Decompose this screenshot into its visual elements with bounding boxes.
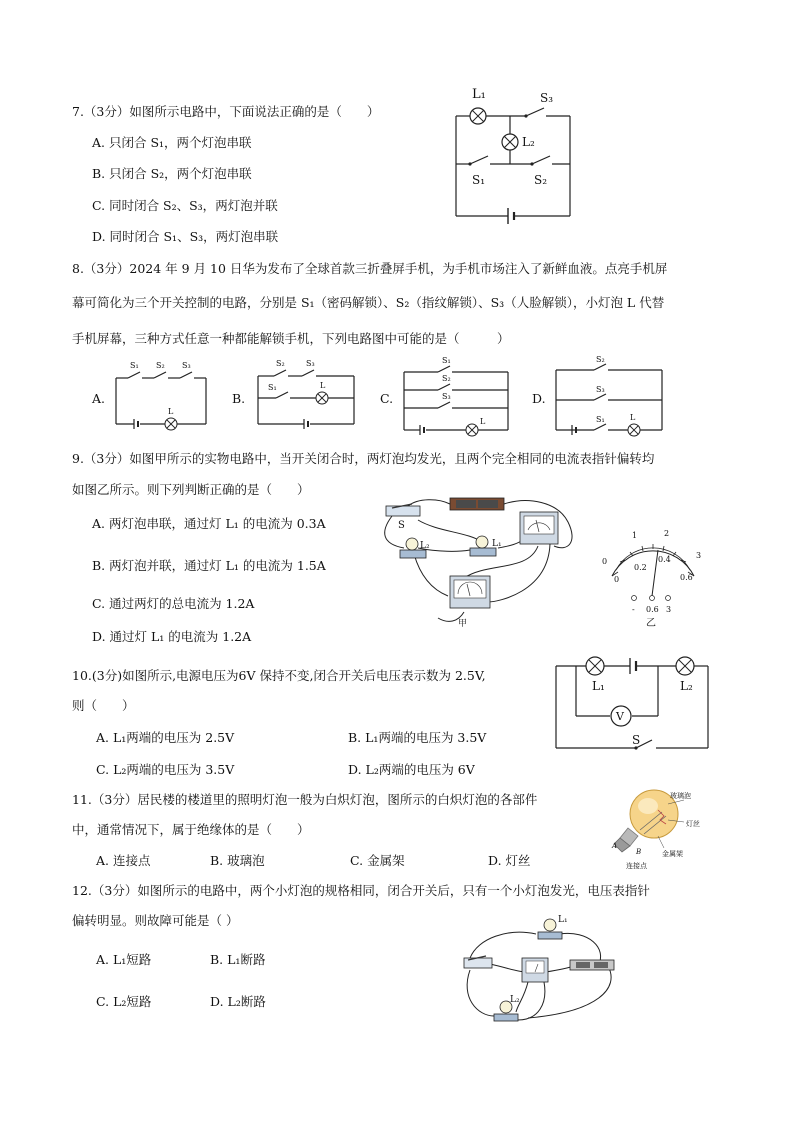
battery-box-icon (570, 960, 614, 970)
q7-circuit-diagram (448, 84, 588, 224)
svg-text:L: L (168, 407, 174, 416)
label-l2: L₂ (680, 679, 693, 693)
label-s1: S₁ (472, 173, 486, 187)
battery-box-icon (450, 498, 504, 510)
q11-stem-line2: 中，通常情况下，属于绝缘体的是（ ） (72, 822, 310, 837)
svg-text:S₁: S₁ (442, 356, 451, 365)
q10-circuit-diagram (552, 650, 714, 754)
svg-text:S₁: S₁ (596, 415, 605, 424)
q12-stem-line1: 12.（3分）如图所示的电路中，两个小灯泡的规格相同，闭合开关后，只有一个小灯泡发光，电压表指针 (72, 883, 650, 898)
q12-option-a[interactable]: A. L₁短路 (96, 952, 152, 967)
lamp-l1-icon (586, 657, 604, 675)
q7-option-b[interactable]: B. 只闭合 S₂，两个灯泡串联 (92, 166, 252, 181)
svg-text:2: 2 (664, 529, 670, 538)
q8-option-a[interactable]: A. (92, 391, 106, 406)
ammeter-icon (450, 576, 490, 608)
q7-stem: 7.（3分）如图所示电路中，下面说法正确的是（ ） (72, 104, 380, 119)
svg-text:连接点: 连接点 (626, 862, 647, 870)
svg-text:S₃: S₃ (306, 359, 315, 368)
q12-option-d[interactable]: D. L₂断路 (210, 994, 266, 1009)
q12-option-c[interactable]: C. L₂短路 (96, 994, 152, 1009)
label-l1: L₁ (492, 539, 502, 549)
svg-text:0.2: 0.2 (634, 563, 647, 572)
q11-option-a[interactable]: A. 连接点 (96, 853, 151, 868)
q9-option-b[interactable]: B. 两灯泡并联，通过灯 L₁ 的电流为 1.5A (92, 558, 326, 573)
q11-option-c[interactable]: C. 金属架 (350, 853, 405, 868)
label-l1: L₁ (558, 915, 568, 925)
ammeter-icon (520, 512, 558, 544)
label-s: S (398, 520, 405, 531)
svg-text:S₂: S₂ (442, 374, 451, 383)
svg-text:S₂: S₂ (276, 359, 285, 368)
lamp-l-icon (316, 392, 328, 404)
label-l1: L₁ (592, 679, 605, 693)
q8-option-d[interactable]: D. (532, 391, 546, 406)
svg-text:L: L (320, 381, 326, 390)
label-l2: L₂ (420, 541, 430, 551)
q10-option-c[interactable]: C. L₂两端的电压为 3.5V (96, 762, 235, 777)
dial-ticks (612, 544, 694, 576)
label-s3: S₃ (540, 91, 554, 105)
svg-text:0: 0 (614, 575, 620, 584)
svg-text:S₃: S₃ (596, 385, 605, 394)
q11-stem-line1: 11.（3分）居民楼的楼道里的照明灯泡一般为白炽灯泡，图所示的白炽灯泡的各部件 (72, 792, 538, 807)
voltmeter-icon (611, 706, 631, 726)
bulb-icon (614, 790, 678, 852)
svg-text:A: A (612, 842, 618, 850)
label-yi: 乙 (646, 618, 656, 629)
label-jia: 甲 (458, 619, 468, 629)
q8-circuit-c[interactable] (398, 354, 514, 438)
lamp-l1-icon (470, 108, 486, 124)
q12-option-b[interactable]: B. L₁断路 (210, 952, 266, 967)
svg-text:3: 3 (696, 551, 702, 560)
q7-option-d[interactable]: D. 同时闭合 S₁、S₃，两灯泡串联 (92, 229, 279, 244)
svg-text:金属架: 金属架 (662, 850, 683, 858)
q11-option-d[interactable]: D. 灯丝 (488, 853, 531, 868)
svg-text:V: V (616, 710, 624, 723)
q10-option-a[interactable]: A. L₁两端的电压为 2.5V (96, 730, 235, 745)
svg-text:-: - (632, 605, 635, 614)
q8-stem-line2: 幕可简化为三个开关控制的电路，分别是 S₁（密码解锁）、S₂（指纹解锁）、S₃（人脸解锁），小灯泡 L 代替 (72, 295, 665, 310)
svg-text:0.6: 0.6 (646, 605, 659, 614)
svg-text:玻璃泡: 玻璃泡 (670, 792, 691, 800)
q8-option-b[interactable]: B. (232, 391, 246, 406)
q9-option-d[interactable]: D. 通过灯 L₁ 的电流为 1.2A (92, 629, 252, 644)
q11-option-b[interactable]: B. 玻璃泡 (210, 853, 265, 868)
svg-text:1: 1 (632, 531, 638, 540)
label-s: S (632, 733, 641, 747)
q9-stem-line1: 9.（3分）如图甲所示的实物电路中，当开关闭合时，两灯泡均发光，且两个完全相同的电流表指针偏转均 (72, 451, 655, 466)
lamp-l2-icon (502, 134, 518, 150)
q7-option-a[interactable]: A. 只闭合 S₁，两个灯泡串联 (92, 135, 252, 150)
switch-s-icon (386, 504, 420, 516)
svg-text:S₁: S₁ (130, 361, 139, 370)
q9-option-a[interactable]: A. 两灯泡串联，通过灯 L₁ 的电流为 0.3A (92, 516, 326, 531)
lamp-l-icon (165, 418, 177, 430)
q9-stem-line2: 如图乙所示。则下列判断正确的是（ ） (72, 482, 310, 497)
svg-text:S₃: S₃ (442, 392, 451, 401)
svg-text:S₂: S₂ (596, 355, 605, 364)
q8-circuit-a[interactable] (110, 358, 210, 436)
q8-stem-line3: 手机屏幕，三种方式任意一种都能解锁手机，下列电路图中可能的是（ ） (72, 331, 510, 346)
lamp-l-icon (466, 424, 478, 436)
q10-option-d[interactable]: D. L₂两端的电压为 6V (348, 762, 475, 777)
svg-text:L: L (630, 413, 636, 422)
q7-option-c[interactable]: C. 同时闭合 S₂、S₃，两灯泡并联 (92, 198, 278, 213)
q12-physical-circuit (458, 908, 628, 1030)
switch-icon (464, 956, 492, 968)
lamp-l-icon (628, 424, 640, 436)
svg-text:L: L (480, 417, 486, 426)
voltmeter-icon (522, 958, 548, 982)
svg-text:灯丝: 灯丝 (686, 820, 700, 828)
label-l2: L₂ (510, 995, 520, 1005)
q10-stem-line1: 10.(3分)如图所示,电源电压为6V 保持不变,闭合开关后电压表示数为 2.5V, (72, 668, 486, 683)
q12-stem-line2: 偏转明显。则故障可能是（ ） (72, 913, 239, 928)
q10-stem-line2: 则（ ） (72, 698, 135, 713)
q10-option-b[interactable]: B. L₁两端的电压为 3.5V (348, 730, 487, 745)
q8-circuit-d[interactable] (550, 354, 668, 438)
q11-bulb-figure (606, 780, 716, 874)
svg-text:S₁: S₁ (268, 383, 277, 392)
q9-option-c[interactable]: C. 通过两灯的总电流为 1.2A (92, 596, 255, 611)
label-s2: S₂ (534, 173, 548, 187)
q8-circuit-b[interactable] (250, 356, 362, 432)
svg-text:0.6: 0.6 (680, 573, 693, 582)
svg-text:3: 3 (666, 605, 672, 614)
q9-ammeter-dial-yi (596, 524, 706, 634)
svg-text:S₂: S₂ (156, 361, 165, 370)
label-l2: L₂ (522, 135, 535, 149)
svg-text:0: 0 (602, 557, 608, 566)
svg-text:0.4: 0.4 (658, 555, 671, 564)
svg-text:S₃: S₃ (182, 361, 191, 370)
q8-option-c[interactable]: C. (380, 391, 394, 406)
label-l1: L₁ (472, 87, 486, 102)
q9-physical-circuit-jia (378, 492, 588, 632)
lamp-l2-icon (676, 657, 694, 675)
svg-text:B: B (636, 848, 642, 856)
q8-stem-line1: 8.（3分）2024 年 9 月 10 日华为发布了全球首款三折叠屏手机，为手机市场注入了新鲜血液。点亮手机屏 (72, 261, 668, 276)
